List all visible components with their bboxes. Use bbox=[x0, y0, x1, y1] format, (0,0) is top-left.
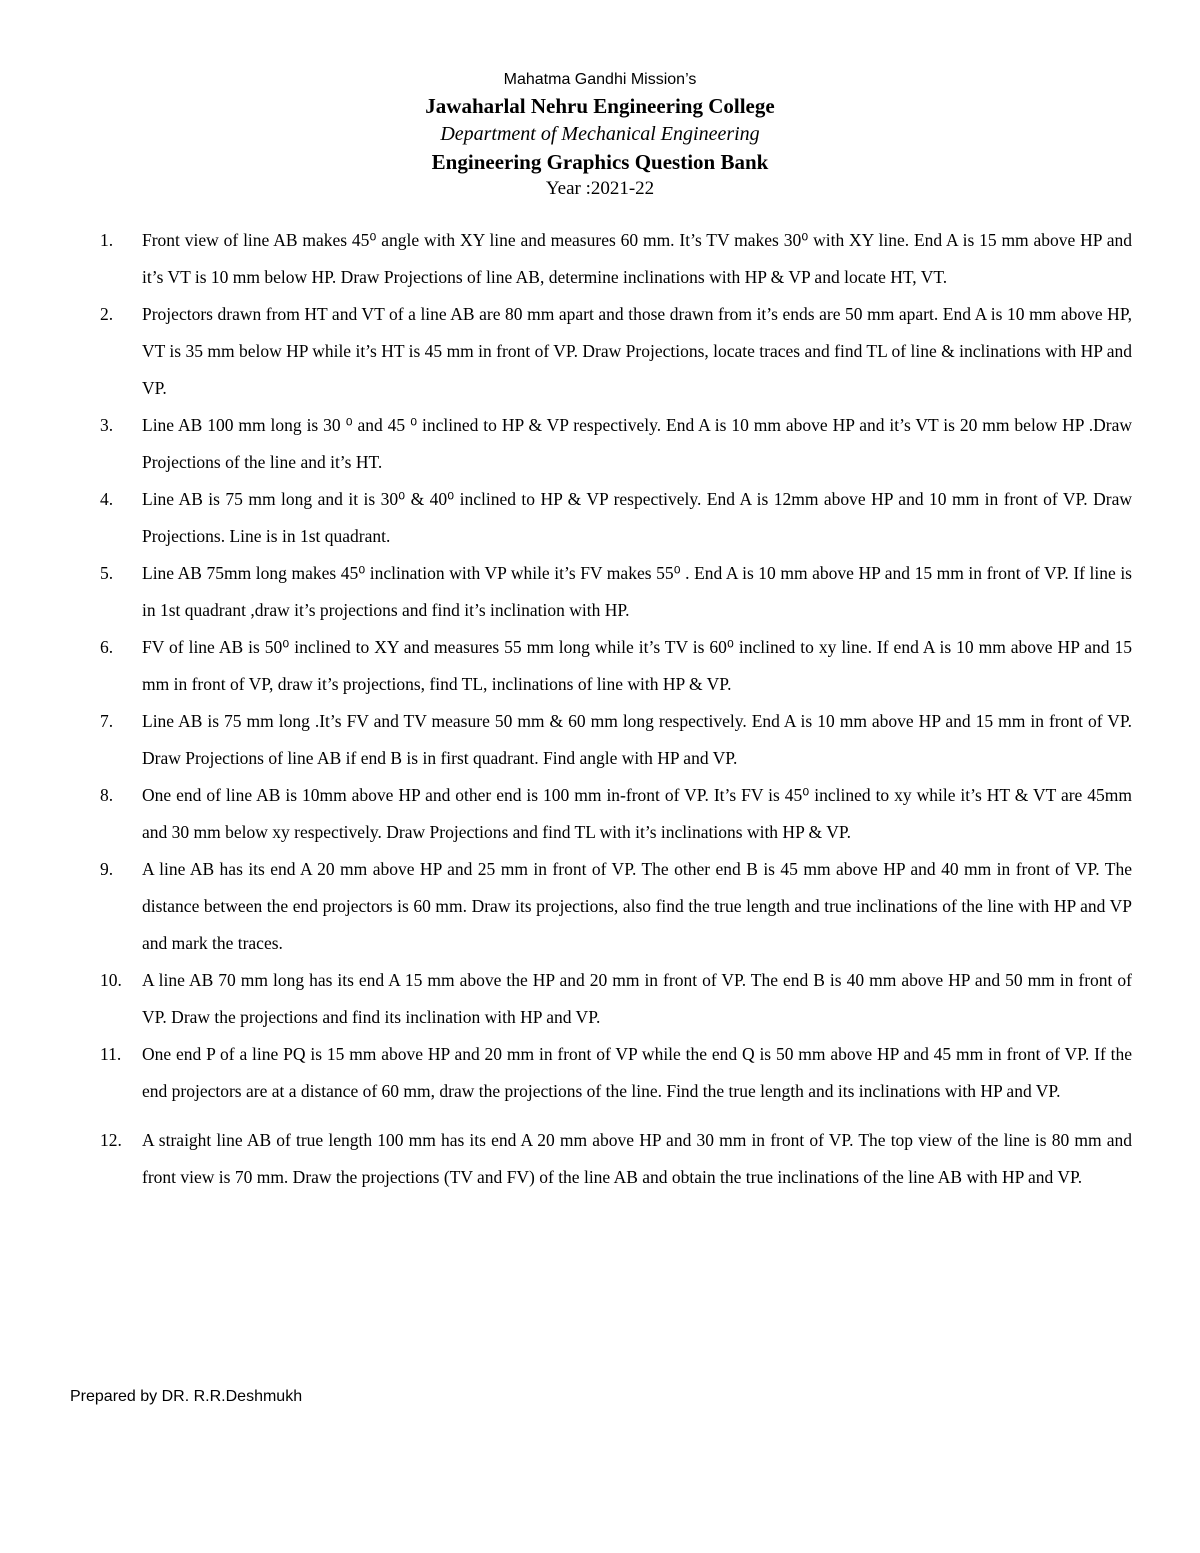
question-item bbox=[0, 777, 1200, 851]
question-number: 9. bbox=[100, 859, 114, 879]
college-name: Jawaharlal Nehru Engineering College bbox=[425, 94, 775, 118]
prepared-by: Prepared by DR. R.R.Deshmukh bbox=[70, 1388, 303, 1405]
question-number: 10. bbox=[100, 970, 122, 990]
question-number: 12. bbox=[100, 1130, 122, 1150]
question-item bbox=[0, 407, 1200, 481]
question-number: 6. bbox=[100, 637, 114, 657]
document-header bbox=[0, 68, 1200, 202]
question-item bbox=[0, 1122, 1200, 1196]
question-item bbox=[0, 555, 1200, 629]
question-text: A straight line AB of true length 100 mm has its end A 20 mm above HP and 30 mm in front of VP. The top view of the line is 80 mm and front view is 70 mm. Draw the projections (TV and FV) of the line AB and obtain the true inclinations of the line AB with HP and VP. bbox=[142, 1130, 1132, 1187]
department-name: Department of Mechanical Engineering bbox=[440, 123, 760, 145]
question-number: 11. bbox=[100, 1044, 122, 1064]
academic-year: Year :2021-22 bbox=[545, 178, 655, 199]
question-number: 1. bbox=[100, 230, 114, 250]
question-text: Line AB is 75 mm long and it is 30⁰ & 40⁰ inclined to HP & VP respectively. End A is 12mm above HP and 10 mm in front of VP. Draw Projections. Line is in 1st quadrant. bbox=[142, 489, 1132, 546]
question-item bbox=[0, 851, 1200, 962]
question-text: Projectors drawn from HT and VT of a line AB are 80 mm apart and those drawn from it’s ends are 50 mm apart. End A is 10 mm above HP, VT is 35 mm below HP while it’s HT is 45 mm in front of VP. Draw Projections, locate traces and find TL of line & inclinations with HP and VP. bbox=[142, 304, 1132, 398]
question-number: 4. bbox=[100, 489, 114, 509]
question-text: One end of line AB is 10mm above HP and other end is 100 mm in-front of VP. It’s FV is 45⁰ inclined to xy while it’s HT & VT are 45mm and 30 mm below xy respectively. Draw Projections and find TL with it’s inclinations with HP & VP. bbox=[142, 785, 1132, 842]
question-item bbox=[0, 629, 1200, 703]
question-number: 2. bbox=[100, 304, 114, 324]
document-title: Engineering Graphics Question Bank bbox=[431, 150, 769, 174]
question-item bbox=[0, 1036, 1200, 1110]
question-item bbox=[0, 222, 1200, 296]
question-text: Line AB is 75 mm long .It’s FV and TV measure 50 mm & 60 mm long respectively. End A is 10 mm above HP and 15 mm in front of VP. Draw Projections of line AB if end B is in first quadrant. Find angle with HP and VP. bbox=[142, 711, 1132, 768]
question-text: Front view of line AB makes 45⁰ angle with XY line and measures 60 mm. It’s TV makes 30⁰ with XY line. End A is 15 mm above HP and it’s VT is 10 mm below HP. Draw Projections of line AB, determine inclinations with HP & VP and locate HT, VT. bbox=[142, 230, 1132, 287]
question-text: FV of line AB is 50⁰ inclined to XY and measures 55 mm long while it’s TV is 60⁰ inclined to xy line. If end A is 10 mm above HP and 15 mm in front of VP, draw it’s projections, find TL, inclinations of line with HP & VP. bbox=[142, 637, 1132, 694]
question-item bbox=[0, 481, 1200, 555]
question-text: Line AB 75mm long makes 45⁰ inclination with VP while it’s FV makes 55⁰ . End A is 10 mm above HP and 15 mm in front of VP. If line is in 1st quadrant ,draw it’s projections and find it’s inclination with HP. bbox=[142, 563, 1132, 620]
question-number: 5. bbox=[100, 563, 114, 583]
question-text: A line AB has its end A 20 mm above HP and 25 mm in front of VP. The other end B is 45 mm above HP and 40 mm in front of VP. The distance between the end projectors is 60 mm. Draw its projections, also find the true length and true inclinations of the line with HP and VP and mark the traces. bbox=[142, 859, 1132, 953]
question-number: 7. bbox=[100, 711, 114, 731]
question-number: 3. bbox=[100, 415, 114, 435]
question-item bbox=[0, 296, 1200, 407]
question-item bbox=[0, 703, 1200, 777]
question-text: One end P of a line PQ is 15 mm above HP and 20 mm in front of VP while the end Q is 50 mm above HP and 45 mm in front of VP. If the end projectors are at a distance of 60 mm, draw the projections of the line. Find the true length and its inclinations with HP and VP. bbox=[142, 1044, 1132, 1101]
question-list bbox=[0, 222, 1200, 1196]
question-text: A line AB 70 mm long has its end A 15 mm above the HP and 20 mm in front of VP. The end B is 40 mm above HP and 50 mm in front of VP. Draw the projections and find its inclination with HP and VP. bbox=[142, 970, 1132, 1027]
mission-name: Mahatma Gandhi Mission’s bbox=[503, 71, 697, 88]
question-text: Line AB 100 mm long is 30 ⁰ and 45 ⁰ inclined to HP & VP respectively. End A is 10 mm above HP and it’s VT is 20 mm below HP .Draw Projections of the line and it’s HT. bbox=[142, 415, 1132, 472]
question-number: 8. bbox=[100, 785, 114, 805]
question-item bbox=[0, 962, 1200, 1036]
